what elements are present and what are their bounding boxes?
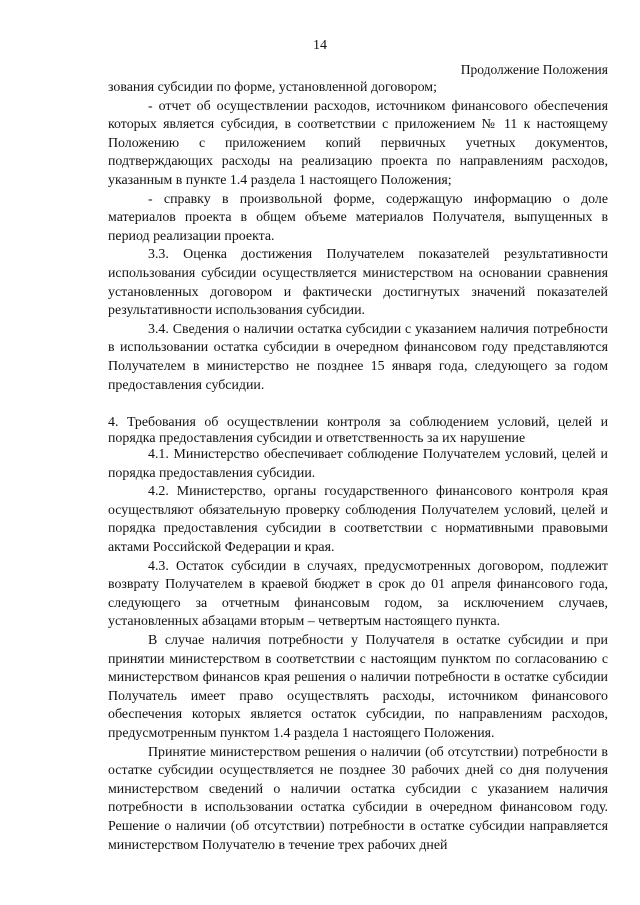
section-gap [108,395,608,415]
paragraph: В случае наличия потребности у Получателя в остатке субсидии и при принятии министерством в соответствии с настоящим пунктом по согласованию с министерством финансов края решения о наличии потребности в остатке субсидии Получатель имеет право осуществлять расходы, источником финансового обеспечения которых является остаток субсидии, по направлениям расходов, предусмотренным пунктом 1.4 раздела 1 настоящего Положения. [108,633,608,741]
paragraph: 4.3. Остаток субсидии в случаях, предусмотренных договором, подлежит возврату Получателем в краевой бюджет в срок до 01 апреля финансового года, следующего за отчетным финансовым годом, за исключением случаев, установленных абзацами вторым – четвертым настоящего пункта. [108,558,608,630]
document-body [108,79,608,855]
page-number: 14 [313,38,327,53]
paragraph: 3.4. Сведения о наличии остатка субсидии с указанием наличия потребности в использовании остатка субсидии в очередном финансовом году представляются Получателем в министерство не позднее 15 января года, следующего за годом предоставления субсидии. [108,321,608,393]
paragraph: - справку в произвольной форме, содержащую информацию о доле материалов проекта в общем объеме материалов Получателя, выпущенных в период реализации проекта. [108,191,608,244]
paragraph: 4.2. Министерство, органы государственного финансового контроля края осуществляют обязательную проверку соблюдения Получателем условий, целей и порядка предоставления субсидии в соответствии с нормативными правовыми актами Российской Федерации и края. [108,484,608,556]
paragraph: - отчет об осуществлении расходов, источником финансового обеспечения которых является субсидия, в соответствии с приложением № 11 к настоящему Положению с приложением копий первичных учетных документов, подтверждающих расходы на реализацию проекта по направлениям расходов, указанным в пункте 1.4 раздела 1 настоящего Положения; [108,98,608,188]
paragraph: Принятие министерством решения о наличии (об отсутствии) потребности в остатке субсидии осуществляется не позднее 30 рабочих дней со дня получения министерством сведений о наличии остатка субсидии с указанием наличия потребности в использовании остатка субсидии в очередном финансовом году. Решение о наличии (об отсутствии) потребности в остатке субсидии направляется министерством Получателю в течение трех рабочих дней [108,744,608,853]
paragraph: зования субсидии по форме, установленной договором; [108,80,437,95]
paragraph: 3.3. Оценка достижения Получателем показателей результативности использования субсидии осуществляется министерством на основании сравнения установленных договором и фактически достигнутых значений показателей результативности использования субсидии. [108,247,608,319]
continuation-label: Продолжение Положения [460,62,608,77]
section-heading: 4. Требования об осуществлении контроля за соблюдением условий, целей и порядка предоставления субсидии и ответственность за их нарушение [108,415,608,446]
paragraph: 4.1. Министерство обеспечивает соблюдение Получателем условий, целей и порядка предоставления субсидии. [108,447,608,481]
